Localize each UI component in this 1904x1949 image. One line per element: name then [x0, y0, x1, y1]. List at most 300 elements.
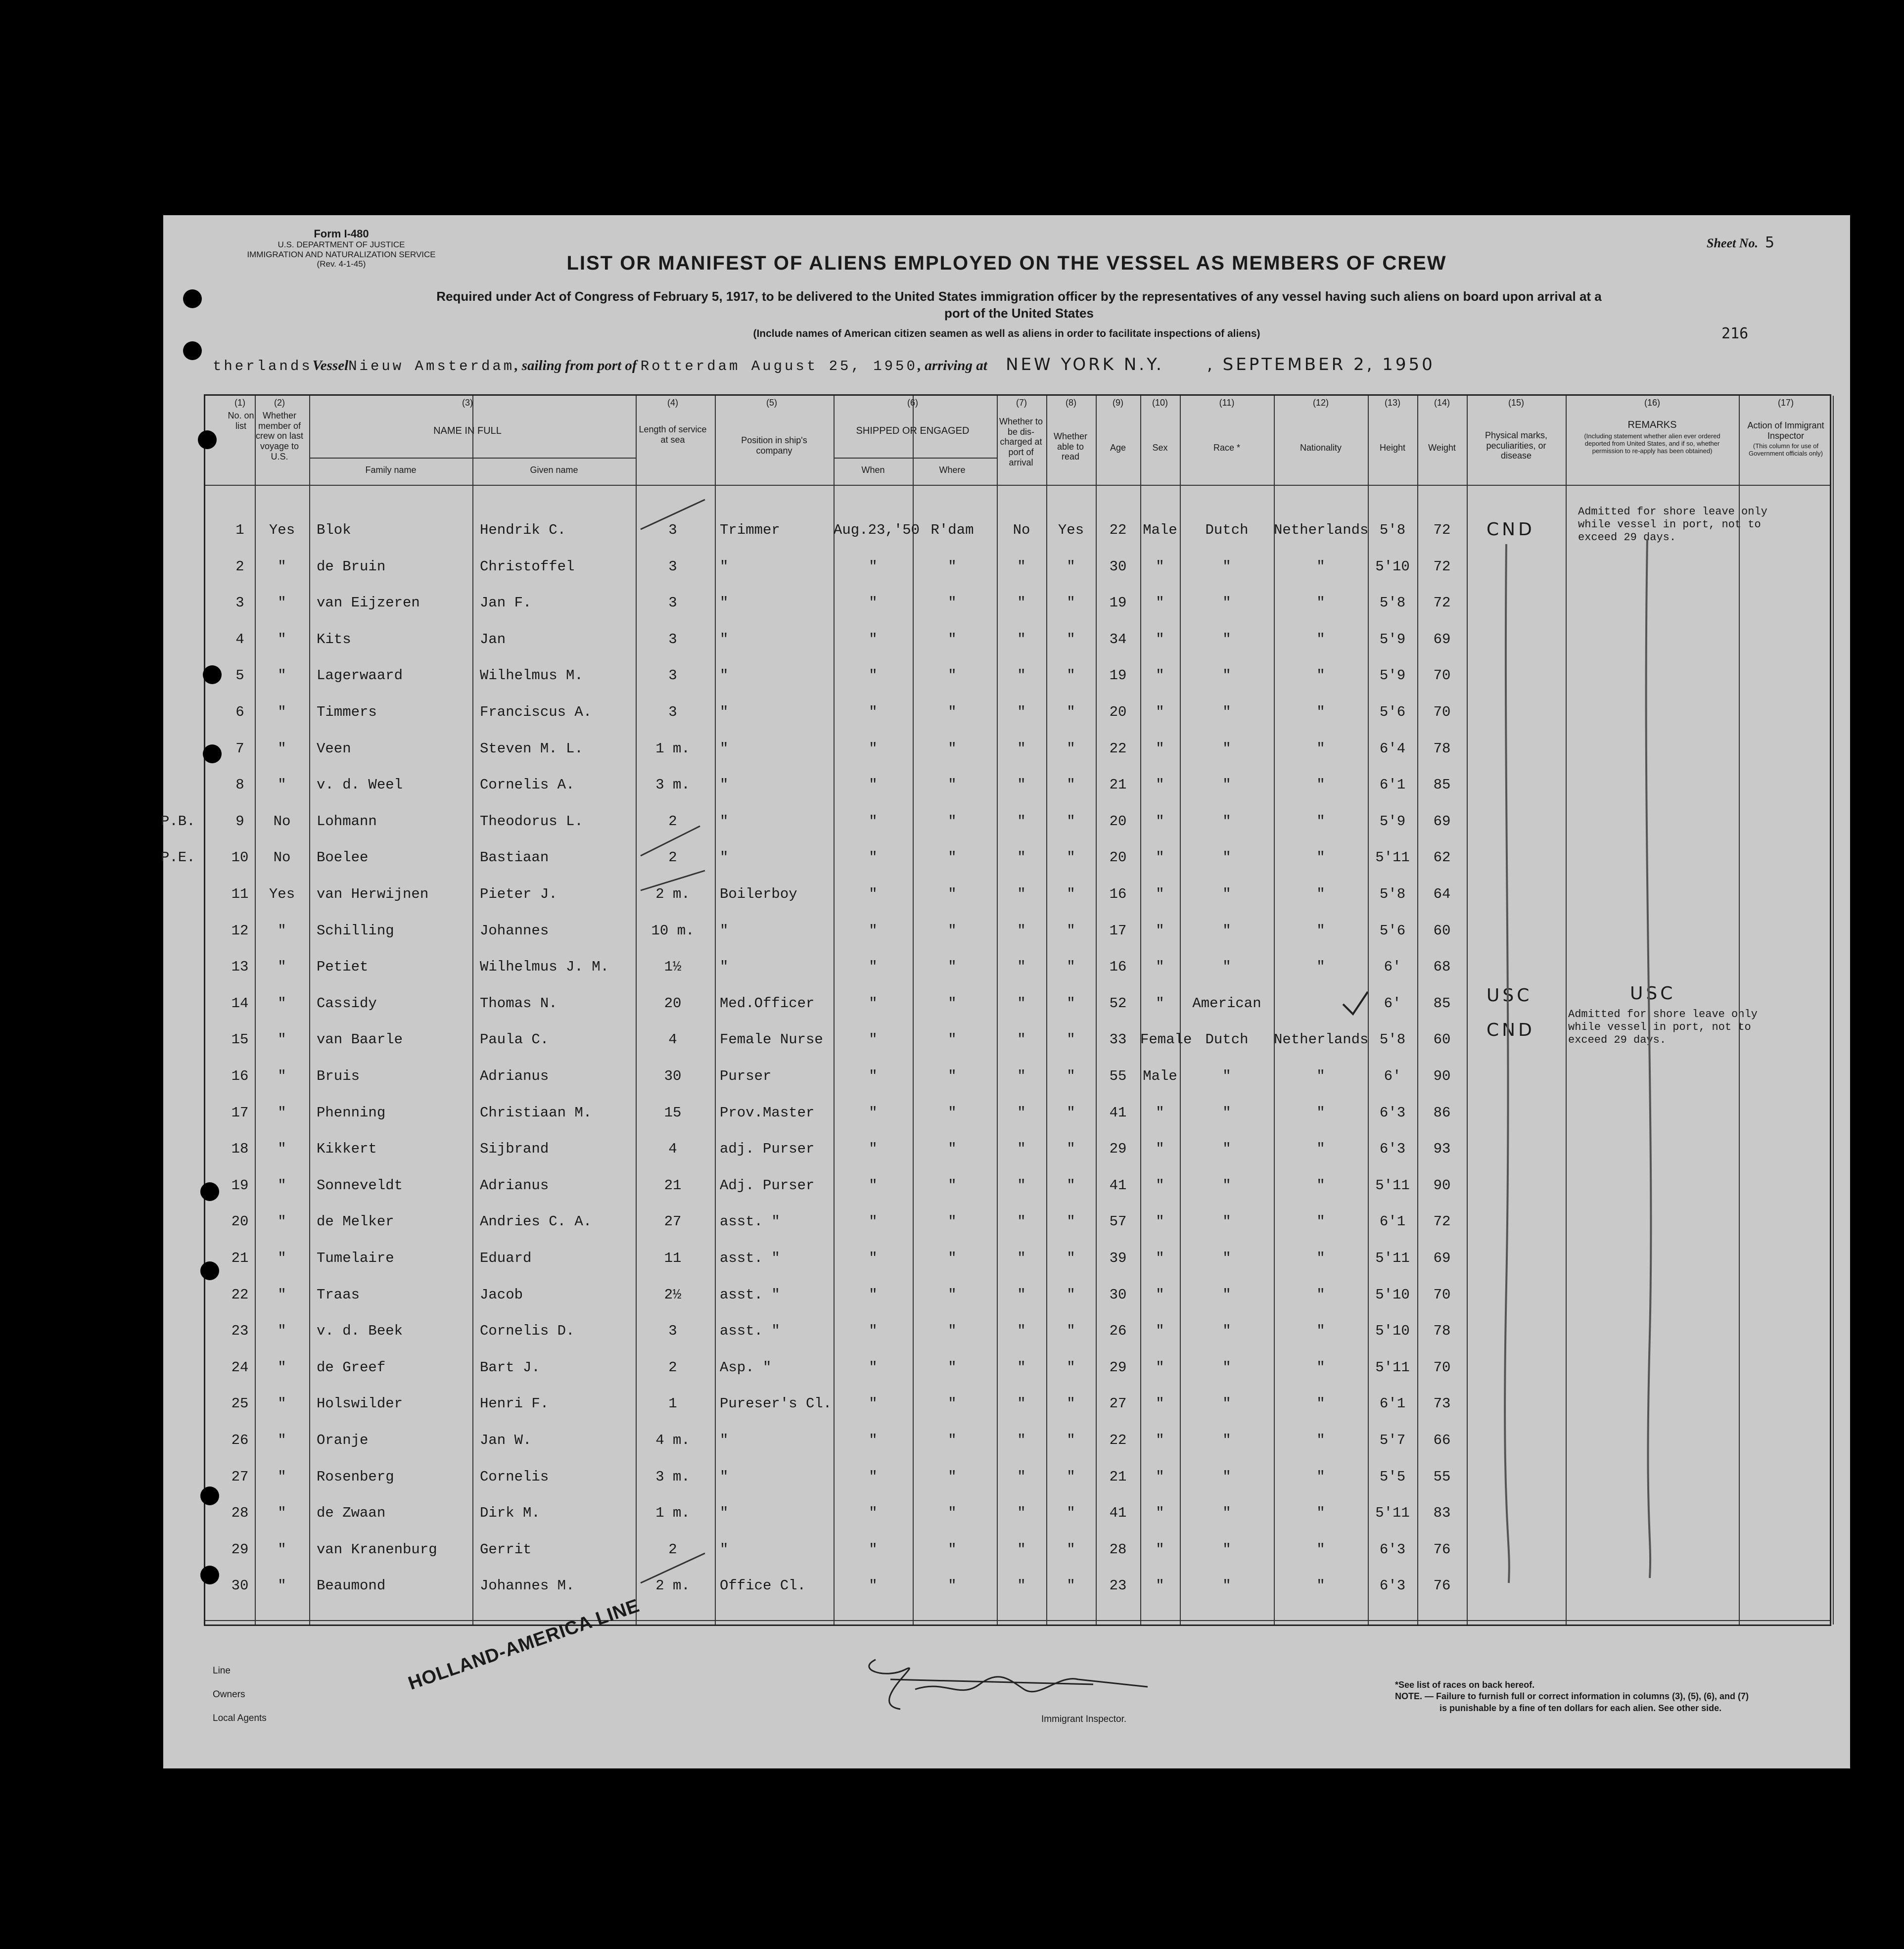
- cell-service: 3 m.: [655, 777, 690, 793]
- cell-height: 5'6: [1379, 704, 1406, 720]
- cell-when: ": [869, 558, 878, 575]
- cell-sex: ": [1156, 667, 1164, 684]
- cell-service: 4: [668, 1141, 677, 1157]
- header-sex: Sex: [1152, 443, 1168, 453]
- cell-age: 41: [1109, 1505, 1127, 1521]
- header-remarks: REMARKS: [1627, 419, 1677, 430]
- cell-age: 29: [1109, 1359, 1127, 1376]
- cell-where: ": [948, 1578, 957, 1594]
- cell-where: ": [948, 959, 957, 975]
- cell-age: 20: [1109, 813, 1127, 830]
- cell-sex: ": [1156, 1359, 1164, 1376]
- remark-line: while vessel in port, not to: [1568, 1021, 1751, 1033]
- cell-weight: 72: [1433, 558, 1451, 575]
- cell-where: ": [948, 1505, 957, 1521]
- cell-read: ": [1067, 849, 1075, 866]
- cell-service: 4: [668, 1031, 677, 1048]
- penalty-note-1: NOTE. — Failure to furnish full or correct information in columns (3), (5), (6), and (7): [1395, 1691, 1749, 1702]
- cell-weight: 85: [1433, 995, 1451, 1012]
- cell-read: ": [1067, 667, 1075, 684]
- cell-given: Christiaan M.: [480, 1105, 592, 1121]
- cell-weight: 66: [1433, 1432, 1451, 1448]
- cell-weight: 60: [1433, 923, 1451, 939]
- cell-age: 22: [1109, 741, 1127, 757]
- cell-service: 27: [664, 1213, 682, 1230]
- cell-discharged: ": [1017, 1250, 1026, 1266]
- cell-nationality: ": [1316, 741, 1325, 757]
- cell-given: Bastiaan: [480, 849, 549, 866]
- cell-weight: 85: [1433, 777, 1451, 793]
- cell-weight: 76: [1433, 1578, 1451, 1594]
- cell-discharged: ": [1017, 1141, 1026, 1157]
- cell-given: Wilhelmus M.: [480, 667, 583, 684]
- cell-no: 23: [231, 1323, 249, 1339]
- cell-age: 20: [1109, 704, 1127, 720]
- cell-service: 3: [668, 667, 677, 684]
- cell-height: 6'1: [1379, 777, 1406, 793]
- cell-sex: ": [1156, 813, 1164, 830]
- cell-weight: 64: [1433, 886, 1451, 902]
- cell-discharged: ": [1017, 1359, 1026, 1376]
- cell-position: ": [720, 849, 729, 866]
- cell-no: 4: [235, 631, 244, 648]
- cell-no: 28: [231, 1505, 249, 1521]
- cell-age: 55: [1109, 1068, 1127, 1084]
- header-where: Where: [939, 465, 966, 475]
- cell-given: Jan: [480, 631, 506, 648]
- cell-family: v. d. Weel: [317, 777, 403, 793]
- cell-service: 1 m.: [655, 1505, 690, 1521]
- cell-family: Kits: [317, 631, 351, 648]
- column-divider: [1467, 396, 1468, 1624]
- col-number-16: (16): [1644, 398, 1660, 408]
- cell-sex: ": [1156, 1432, 1164, 1448]
- cell-discharged: ": [1017, 1323, 1026, 1339]
- cell-read: ": [1067, 1031, 1075, 1048]
- sheet-number: 5: [1765, 234, 1775, 251]
- cell-where: ": [948, 1541, 957, 1558]
- cell-no: 5: [235, 667, 244, 684]
- cell-member: No: [273, 813, 291, 830]
- cell-discharged: ": [1017, 741, 1026, 757]
- form-revision: (Rev. 4-1-45): [317, 259, 366, 269]
- cell-no: 18: [231, 1141, 249, 1157]
- cell-where: ": [948, 1177, 957, 1194]
- cell-given: Hendrik C.: [480, 522, 566, 538]
- cell-family: de Melker: [317, 1213, 394, 1230]
- cell-when: ": [869, 631, 878, 648]
- cell-race: ": [1222, 558, 1231, 575]
- col-number-6: (6): [907, 398, 918, 408]
- cell-family: Lohmann: [317, 813, 377, 830]
- cell-given: Wilhelmus J. M.: [480, 959, 609, 975]
- cell-discharged: ": [1017, 813, 1026, 830]
- cell-member: ": [278, 959, 286, 975]
- cell-family: Boelee: [317, 849, 369, 866]
- cell-member: ": [278, 1068, 286, 1084]
- cell-sex: ": [1156, 1323, 1164, 1339]
- cell-when: ": [869, 1395, 878, 1412]
- cell-family: Lagerwaard: [317, 667, 403, 684]
- cell-when: Aug.23,'50: [834, 522, 920, 538]
- column-divider: [1739, 396, 1740, 1624]
- header-physical-marks: Physical marks, peculiarities, or disease: [1485, 430, 1548, 461]
- cell-member: ": [278, 1432, 286, 1448]
- cell-height: 5'5: [1379, 1469, 1406, 1485]
- cell-race: ": [1222, 813, 1231, 830]
- cell-discharged: ": [1017, 1395, 1026, 1412]
- cell-weight: 70: [1433, 1287, 1451, 1303]
- cell-sex: ": [1156, 1469, 1164, 1485]
- header-action-note: (This column for use of Government officials only): [1748, 442, 1823, 457]
- cell-when: ": [869, 1287, 878, 1303]
- cell-age: 17: [1109, 923, 1127, 939]
- cell-family: Oranje: [317, 1432, 369, 1448]
- cell-position: ": [720, 1541, 729, 1558]
- cell-nationality: ": [1316, 1505, 1325, 1521]
- cell-where: ": [948, 1068, 957, 1084]
- cell-member: ": [278, 995, 286, 1012]
- cell-sex: ": [1156, 1105, 1164, 1121]
- cell-member: Yes: [269, 522, 295, 538]
- cell-given: Johannes M.: [480, 1578, 575, 1594]
- cell-family: van Baarle: [317, 1031, 403, 1048]
- cell-sex: Male: [1143, 1068, 1177, 1084]
- cell-no: 12: [231, 923, 249, 939]
- cell-position: Trimmer: [720, 522, 780, 538]
- cell-weight: 55: [1433, 1469, 1451, 1485]
- cell-when: ": [869, 1177, 878, 1194]
- cell-when: ": [869, 1505, 878, 1521]
- cell-race: ": [1222, 1068, 1231, 1084]
- cell-read: ": [1067, 631, 1075, 648]
- cell-given: Pieter J.: [480, 886, 557, 902]
- cell-age: 30: [1109, 1287, 1127, 1303]
- cell-race: ": [1222, 849, 1231, 866]
- cell-service: 3: [668, 704, 677, 720]
- cell-height: 6'3: [1379, 1578, 1406, 1594]
- cell-read: ": [1067, 595, 1075, 611]
- cell-nationality: ": [1316, 813, 1325, 830]
- cell-when: ": [869, 1469, 878, 1485]
- col-number-4: (4): [667, 398, 678, 408]
- cell-nationality: ": [1316, 1068, 1325, 1084]
- cell-service: 3: [668, 522, 677, 538]
- cell-service: 11: [664, 1250, 682, 1266]
- cell-service: 21: [664, 1177, 682, 1194]
- cell-nationality: ": [1316, 959, 1325, 975]
- header-age: Age: [1110, 443, 1126, 453]
- cell-discharged: ": [1017, 886, 1026, 902]
- cell-position: ": [720, 595, 729, 611]
- cell-service: 2: [668, 1359, 677, 1376]
- header-discharged: Whether to be dis-charged at port of arrival: [999, 417, 1043, 467]
- column-divider: [1833, 396, 1834, 1624]
- cell-member: Yes: [269, 886, 295, 902]
- cell-height: 6'1: [1379, 1213, 1406, 1230]
- cell-read: ": [1067, 1105, 1075, 1121]
- cell-race: ": [1222, 704, 1231, 720]
- holland-america-stamp: HOLLAND-AMERICA LINE: [406, 1595, 643, 1694]
- cell-no: 15: [231, 1031, 249, 1048]
- cell-nationality: ": [1316, 1469, 1325, 1485]
- cell-age: 21: [1109, 777, 1127, 793]
- cell-position: ": [720, 777, 729, 793]
- cell-age: 30: [1109, 558, 1127, 575]
- cell-where: ": [948, 631, 957, 648]
- cell-no: 19: [231, 1177, 249, 1194]
- cell-nationality: ": [1316, 1141, 1325, 1157]
- cell-family: Traas: [317, 1287, 360, 1303]
- cell-read: ": [1067, 558, 1075, 575]
- cell-service: 1½: [664, 959, 682, 975]
- cell-where: ": [948, 1469, 957, 1485]
- cell-given: Adrianus: [480, 1177, 549, 1194]
- header-able-read: Whether able to read: [1053, 431, 1088, 462]
- cell-weight: 78: [1433, 1323, 1451, 1339]
- cell-no: 13: [231, 959, 249, 975]
- cell-when: ": [869, 1541, 878, 1558]
- cell-family: de Zwaan: [317, 1505, 386, 1521]
- cell-position: Boilerboy: [720, 886, 797, 902]
- cell-given: Franciscus A.: [480, 704, 592, 720]
- footnote: [1395, 1679, 1749, 1714]
- cell-member: No: [273, 849, 291, 866]
- column-divider: [715, 396, 716, 1624]
- cell-family: v. d. Beek: [317, 1323, 403, 1339]
- vessel-name: Nieuw Amsterdam: [348, 358, 515, 374]
- sailing-label: , sailing from port of: [514, 358, 637, 373]
- cell-height: 5'11: [1375, 1250, 1410, 1266]
- cell-when: ": [869, 886, 878, 902]
- cell-family: Rosenberg: [317, 1469, 394, 1485]
- cell-read: ": [1067, 886, 1075, 902]
- cell-weight: 72: [1433, 595, 1451, 611]
- header-when: When: [861, 465, 885, 475]
- cell-where: ": [948, 923, 957, 939]
- cell-family: Beaumond: [317, 1578, 386, 1594]
- cell-discharged: No: [1013, 522, 1030, 538]
- cell-where: ": [948, 1141, 957, 1157]
- cell-height: 5'7: [1379, 1432, 1406, 1448]
- cell-nationality: ": [1316, 886, 1325, 902]
- cell-position: ": [720, 558, 729, 575]
- cell-no: 2: [235, 558, 244, 575]
- cell-discharged: ": [1017, 1105, 1026, 1121]
- header-weight: Weight: [1428, 443, 1456, 453]
- inclusion-note: (Include names of American citizen seamen as well as aliens in order to facilitate inspections of aliens): [753, 328, 1260, 339]
- cell-read: ": [1067, 1213, 1075, 1230]
- cell-weight: 69: [1433, 631, 1451, 648]
- cell-age: 27: [1109, 1395, 1127, 1412]
- cell-nationality: ": [1316, 1287, 1325, 1303]
- cell-no: 14: [231, 995, 249, 1012]
- cell-nationality: ": [1316, 558, 1325, 575]
- cell-read: ": [1067, 1250, 1075, 1266]
- header-race: Race *: [1213, 443, 1241, 453]
- cell-nationality: Netherlands: [1274, 1031, 1369, 1048]
- penalty-note-2: is punishable by a fine of ten dollars for each alien. See other side.: [1440, 1703, 1722, 1713]
- cell-discharged: ": [1017, 1578, 1026, 1594]
- sheet-number-field: [1707, 234, 1774, 251]
- remark-line: Admitted for shore leave only: [1568, 1008, 1758, 1021]
- cell-service: 3 m.: [655, 1469, 690, 1485]
- cell-position: ": [720, 1469, 729, 1485]
- cell-race: ": [1222, 1469, 1231, 1485]
- cell-service: 2½: [664, 1287, 682, 1303]
- cell-where: ": [948, 886, 957, 902]
- cell-no: 3: [235, 595, 244, 611]
- cell-sex: ": [1156, 741, 1164, 757]
- cell-position: asst. ": [720, 1250, 780, 1266]
- col-number-1: (1): [234, 398, 245, 408]
- cell-read: ": [1067, 995, 1075, 1012]
- vessel-flag: therlands: [213, 358, 313, 374]
- cell-read: ": [1067, 1359, 1075, 1376]
- cell-age: 52: [1109, 995, 1127, 1012]
- cell-read: ": [1067, 1177, 1075, 1194]
- cell-position: asst. ": [720, 1213, 780, 1230]
- stamped-page-number: 216: [1721, 325, 1749, 342]
- manifest-subtitle: [252, 288, 1786, 322]
- cell-race: American: [1192, 995, 1261, 1012]
- cell-family: Cassidy: [317, 995, 377, 1012]
- cell-nationality: ": [1316, 1432, 1325, 1448]
- cell-weight: 70: [1433, 1359, 1451, 1376]
- cell-family: Veen: [317, 741, 351, 757]
- cell-sex: ": [1156, 1541, 1164, 1558]
- cell-member: ": [278, 1287, 286, 1303]
- col-number-13: (13): [1384, 398, 1400, 408]
- cell-age: 21: [1109, 1469, 1127, 1485]
- cell-family: Blok: [317, 522, 351, 538]
- cell-position: Asp. ": [720, 1359, 772, 1376]
- cell-family: van Kranenburg: [317, 1541, 437, 1558]
- cell-member: ": [278, 667, 286, 684]
- cell-nationality: ": [1316, 777, 1325, 793]
- cell-race: ": [1222, 1578, 1231, 1594]
- cell-weight: 78: [1433, 741, 1451, 757]
- cell-family: Sonneveldt: [317, 1177, 403, 1194]
- cell-service: 2: [668, 1541, 677, 1558]
- cell-age: 39: [1109, 1250, 1127, 1266]
- col-number-17: (17): [1777, 398, 1794, 408]
- cell-nationality: ": [1316, 1177, 1325, 1194]
- cell-sex: ": [1156, 558, 1164, 575]
- cell-where: R'dam: [930, 522, 974, 538]
- header-position: Position in ship's company: [741, 435, 807, 456]
- cell-member: ": [278, 1213, 286, 1230]
- cell-weight: 76: [1433, 1541, 1451, 1558]
- cell-height: 6'3: [1379, 1105, 1406, 1121]
- cell-read: ": [1067, 741, 1075, 757]
- header-whether-member: Whether member of crew on last voyage to U.S.: [255, 411, 304, 462]
- cell-where: ": [948, 667, 957, 684]
- cell-given: Thomas N.: [480, 995, 557, 1012]
- cell-race: ": [1222, 886, 1231, 902]
- cell-given: Bart J.: [480, 1359, 540, 1376]
- cell-sex: ": [1156, 923, 1164, 939]
- header-nationality: Nationality: [1300, 443, 1342, 453]
- cell-race: ": [1222, 1541, 1231, 1558]
- cell-nationality: ": [1316, 1105, 1325, 1121]
- cell-height: 5'11: [1375, 1505, 1410, 1521]
- cell-no: 6: [235, 704, 244, 720]
- cell-when: ": [869, 995, 878, 1012]
- cell-read: ": [1067, 1068, 1075, 1084]
- cell-discharged: ": [1017, 1432, 1026, 1448]
- cell-when: ": [869, 1323, 878, 1339]
- cell-race: ": [1222, 1287, 1231, 1303]
- cell-position: ": [720, 959, 729, 975]
- cell-race: ": [1222, 923, 1231, 939]
- cell-race: ": [1222, 1177, 1231, 1194]
- header-action: Action of Immigrant Inspector: [1747, 420, 1824, 441]
- cell-no: 24: [231, 1359, 249, 1376]
- cell-service: 3: [668, 558, 677, 575]
- cell-weight: 72: [1433, 522, 1451, 538]
- col-number-5: (5): [766, 398, 777, 408]
- cell-age: 23: [1109, 1578, 1127, 1594]
- cell-read: ": [1067, 1395, 1075, 1412]
- cell-sex: ": [1156, 886, 1164, 902]
- cell-race: ": [1222, 777, 1231, 793]
- header-divider: [834, 458, 997, 459]
- cell-discharged: ": [1017, 1469, 1026, 1485]
- cell-when: ": [869, 1031, 878, 1048]
- cell-position: ": [720, 741, 729, 757]
- remark-line: exceed 29 days.: [1578, 531, 1676, 544]
- margin-note: P.B.: [161, 813, 195, 830]
- cell-weight: 86: [1433, 1105, 1451, 1121]
- cell-family: de Bruin: [317, 558, 386, 575]
- cell-when: ": [869, 1432, 878, 1448]
- cell-sex: ": [1156, 1578, 1164, 1594]
- usc-mark: USC: [1630, 983, 1676, 1004]
- inspector-signature: [846, 1650, 1153, 1719]
- cell-age: 26: [1109, 1323, 1127, 1339]
- cell-height: 5'8: [1379, 595, 1406, 611]
- cell-sex: Female: [1140, 1031, 1192, 1048]
- cell-nationality: ": [1316, 595, 1325, 611]
- cell-where: ": [948, 1213, 957, 1230]
- arrival-date: , SEPTEMBER 2, 1950: [1207, 355, 1435, 374]
- cell-when: ": [869, 1068, 878, 1084]
- cell-height: 5'9: [1379, 813, 1406, 830]
- header-bottom-rule: [205, 485, 1830, 486]
- cell-sex: ": [1156, 777, 1164, 793]
- cell-race: ": [1222, 1395, 1231, 1412]
- cell-position: Office Cl.: [720, 1578, 806, 1594]
- cell-weight: 68: [1433, 959, 1451, 975]
- cell-member: ": [278, 1541, 286, 1558]
- cell-race: Dutch: [1205, 522, 1249, 538]
- cell-position: Pureser's Cl.: [720, 1395, 832, 1412]
- cell-where: ": [948, 849, 957, 866]
- header-shipped-engaged: SHIPPED OR ENGAGED: [856, 425, 970, 436]
- cell-no: 16: [231, 1068, 249, 1084]
- cell-position: Purser: [720, 1068, 772, 1084]
- cell-position: ": [720, 667, 729, 684]
- cell-height: 5'8: [1379, 1031, 1406, 1048]
- cell-given: Dirk M.: [480, 1505, 540, 1521]
- cell-family: van Eijzeren: [317, 595, 420, 611]
- table-bottom-rule: [205, 1620, 1830, 1621]
- cell-age: 22: [1109, 522, 1127, 538]
- cell-discharged: ": [1017, 1031, 1026, 1048]
- cell-member: ": [278, 558, 286, 575]
- cell-given: Christoffel: [480, 558, 575, 575]
